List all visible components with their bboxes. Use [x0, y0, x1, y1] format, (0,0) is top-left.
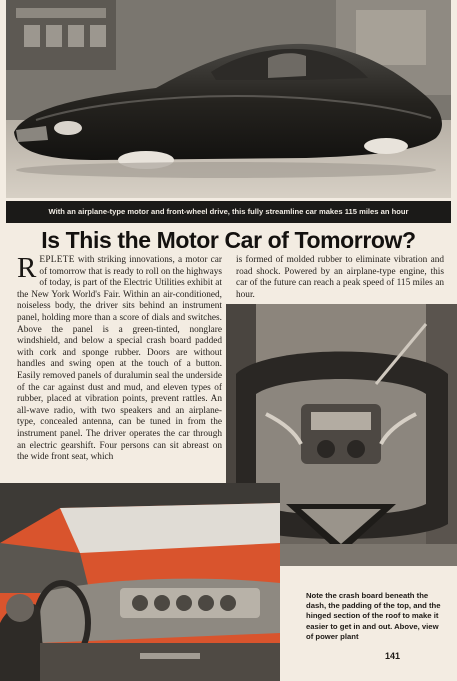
interior-dashboard-photo — [0, 483, 280, 681]
article-body-left: with striking innovations, a motor car of tomorrow that is ready to roll on the highways of today, is part of the Electric Utilities exhibit at the New York World's Fair. Within an air-conditioned, noiseless body, the driver sits behind an instrument panel, holding more than a score of dials and switches. Above the panel is a green-tinted, nonglare windshield, and below a special crash board padded with cork and sponge rubber. Doors are without handles and swing open at the touch of a button. Easily removed panels of duralumin seal the underside of the car against dust and mud, and eleven types of rubber, placed at vibration points, prevent rattles. An all-wave radio, with two speakers and an airplane-type, concealed antenna, can be tuned in from the instrument panel. The driver operates the car through an electric gearshift. Four persons can sit abreast on the wide front seat, which — [17, 255, 222, 463]
article-column-right — [236, 255, 444, 301]
top-photo-caption: With an airplane-type motor and front-wheel drive, this fully streamline car makes 115 miles an hour — [6, 201, 451, 223]
interior-illustration — [0, 483, 280, 681]
streamline-car-photo — [6, 0, 451, 198]
interior-caption: Note the crash board beneath the dash, the padding of the top, and the hinged section of the roof to make it easier to get in and out. Above, view of power plant — [306, 591, 441, 641]
drop-cap: R — [17, 252, 37, 284]
lead-in-caps: EPLETE — [39, 255, 75, 265]
article-body-right: is formed of molded rubber to eliminate vibration and road shock. Powered by an airplane-type engine, this car of the future can reach a peak speed of 115 miles an hour. — [236, 255, 444, 300]
article-headline: Is This the Motor Car of Tomorrow? — [41, 227, 416, 253]
streamline-car-illustration — [6, 0, 451, 198]
article-column-left — [17, 252, 222, 464]
page-number: 141 — [385, 651, 401, 661]
